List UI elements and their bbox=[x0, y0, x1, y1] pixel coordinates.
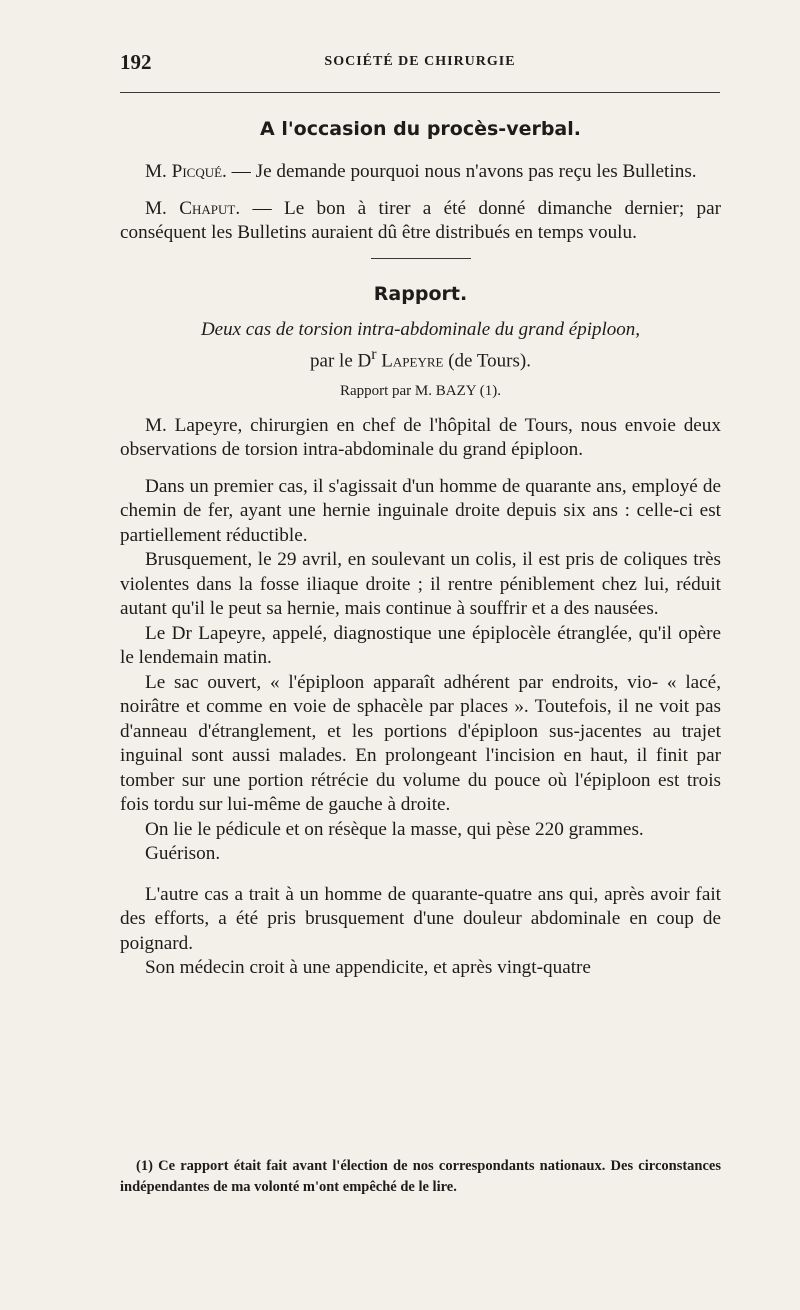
author-place: (de Tours). bbox=[443, 349, 531, 371]
page-number: 192 bbox=[120, 50, 152, 74]
paragraph-5: Le sac ouvert, « l'épiploon apparaît adhérent par endroits, vio- « lacé, noirâtre et comme en voie de sphacèle par places ». Toutefois, il ne voit pas d'anneau d'étranglement, et les portions d'épiploon sus-jacentes au trajet inguinal sont aussi malades. En prolongeant l'incision en haut, il finit par tomber sur une portion rétrécie du volume du pouce où l'épiploon est trois fois tordu sur lui-même de gauche à droite. bbox=[120, 671, 721, 816]
author-sup: r bbox=[371, 345, 377, 363]
text-picque: — Je demande pourquoi nous n'avons pas reçu les Bulletins. bbox=[226, 161, 697, 182]
paragraph-8: L'autre cas a trait à un homme de quarante-quatre ans qui, après avoir fait des efforts, a été pris brusquement d'une douleur abdominale en coup de poignard. bbox=[120, 883, 721, 954]
section-title-proces-verbal: A l'occasion du procès-verbal. bbox=[260, 118, 581, 140]
paragraph-3: Brusquement, le 29 avril, en soulevant un colis, il est pris de coliques très violentes dans la fosse iliaque droite ; il rentre péniblement chez lui, réduit autant qu'il le peut sa hernie, mais continue à souffrir et a des nausées. bbox=[120, 549, 721, 620]
paragraph-chaput bbox=[120, 197, 721, 246]
footnote: (1) Ce rapport était fait avant l'élection de nos correspondants nationaux. Des circonstances indépendantes de ma volonté m'ont empêché de le lire. bbox=[120, 1158, 721, 1195]
section-title-rapport: Rapport. bbox=[373, 282, 468, 305]
author-prefix: par le D bbox=[310, 349, 372, 371]
paragraph-2: Dans un premier cas, il s'agissait d'un homme de quarante ans, employé de chemin de fer, ayant une hernie inguinale droite depuis six ans : celle-ci est partiellement réductible. bbox=[120, 475, 721, 546]
header-rule bbox=[120, 92, 720, 93]
report-byline: Rapport par M. BAZY (1). bbox=[339, 382, 502, 399]
paragraph-picque bbox=[120, 160, 721, 185]
author-name: Lapeyre bbox=[381, 349, 444, 371]
report-author-line bbox=[120, 342, 721, 373]
running-head: SOCIÉTÉ DE CHIRURGIE bbox=[324, 54, 516, 69]
report-subtitle: Deux cas de torsion intra-abdominale du grand épiploon, bbox=[200, 318, 641, 340]
paragraph-6: On lie le pédicule et on résèque la masse, qui pèse 220 grammes. bbox=[145, 818, 644, 840]
section-divider bbox=[371, 258, 471, 259]
page-body bbox=[120, 118, 721, 981]
paragraph-9: Son médecin croit à une appendicite, et après vingt-quatre bbox=[145, 957, 591, 979]
speaker-chaput: M. Chaput. bbox=[145, 197, 241, 219]
paragraph-4: Le Dr Lapeyre, appelé, diagnostique une épiplocèle étranglée, qu'il opère le lendemain matin. bbox=[120, 622, 721, 669]
text-chaput: — Le bon à tirer a été donné dimanche dernier; par conséquent les Bulletins auraient dû être distribués en temps voulu. bbox=[120, 197, 721, 243]
speaker-picque: M. Picqué. bbox=[145, 161, 227, 182]
page-header bbox=[120, 50, 720, 74]
paragraph-1: M. Lapeyre, chirurgien en chef de l'hôpital de Tours, nous envoie deux observations de torsion intra-abdominale du grand épiploon. bbox=[120, 414, 721, 461]
footnote-area bbox=[120, 1156, 721, 1198]
paragraph-7: Guérison. bbox=[145, 843, 221, 865]
